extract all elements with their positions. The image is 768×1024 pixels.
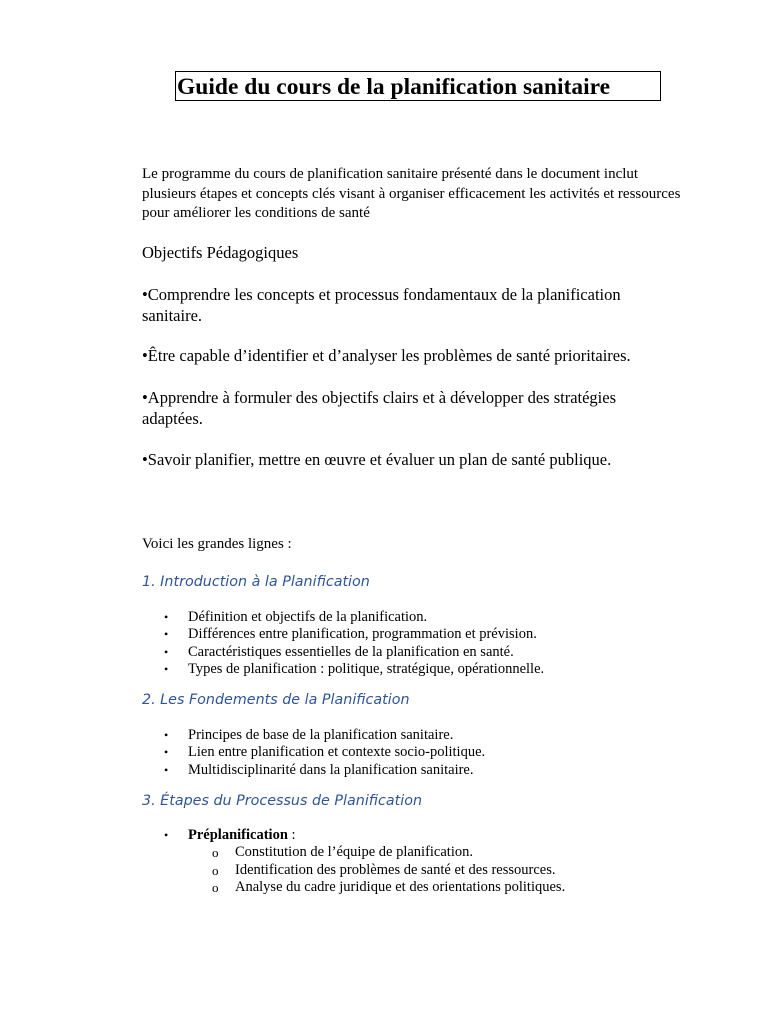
list-item bbox=[142, 727, 702, 744]
circle-bullet-icon: o bbox=[212, 862, 219, 878]
circle-bullet-icon: o bbox=[212, 845, 219, 861]
sub-list-item-text: Identification des problèmes de santé et des ressources. bbox=[235, 861, 556, 878]
list-item-suffix: : bbox=[287, 827, 296, 843]
section-1-list bbox=[142, 609, 702, 678]
objective-item: •Être capable d’identifier et d’analyser les problèmes de santé prioritaires. bbox=[142, 346, 631, 365]
section-2-list bbox=[142, 727, 702, 779]
list-item bbox=[142, 744, 702, 761]
list-item bbox=[142, 609, 702, 626]
sub-list-item-text: Constitution de l’équipe de planification. bbox=[235, 844, 473, 861]
sub-list-item bbox=[142, 862, 702, 879]
bullet-icon: • bbox=[164, 762, 169, 777]
list-item-text: Principes de base de la planification sanitaire. bbox=[188, 727, 454, 743]
sub-list-item-text: Analyse du cadre juridique et des orientations politiques. bbox=[235, 878, 566, 895]
sub-list bbox=[188, 844, 702, 896]
list-item-text: Définition et objectifs de la planification. bbox=[188, 609, 428, 625]
lead-text: Voici les grandes lignes : bbox=[142, 536, 292, 552]
bullet-icon: • bbox=[164, 627, 169, 642]
objective-item: •Savoir planifier, mettre en œuvre et évaluer un plan de santé publique. bbox=[142, 450, 612, 469]
list-item bbox=[142, 762, 702, 779]
bullet-icon: • bbox=[164, 745, 169, 760]
bullet-icon: • bbox=[164, 728, 169, 742]
list-item-text: Lien entre planification et contexte socio-politique. bbox=[188, 744, 486, 761]
section-3-list bbox=[142, 827, 702, 896]
list-item-text: Multidisciplinarité dans la planification sanitaire. bbox=[188, 761, 474, 778]
bullet-icon: • bbox=[164, 661, 169, 676]
objective-item: •Apprendre à formuler des objectifs clairs et à développer des stratégies adaptées. bbox=[142, 388, 617, 428]
list-item-text: Types de planification : politique, stratégique, opérationnelle. bbox=[188, 660, 545, 677]
list-item-label: Préplanification bbox=[188, 827, 288, 843]
objective-item: •Comprendre les concepts et processus fondamentaux de la planification sanitaire. bbox=[142, 285, 621, 325]
objectives-heading: Objectifs Pédagogiques bbox=[142, 243, 299, 262]
list-item-text: Caractéristiques essentielles de la planification en santé. bbox=[188, 643, 514, 660]
section-heading-introduction: 1. Introduction à la Planification bbox=[142, 574, 370, 590]
bullet-icon: • bbox=[164, 828, 169, 842]
list-item bbox=[142, 644, 702, 661]
bullet-icon: • bbox=[164, 610, 169, 624]
list-item bbox=[142, 661, 702, 678]
intro-paragraph: Le programme du cours de planification sanitaire présenté dans le document inclut plusieurs étapes et concepts clés visant à organiser efficacement les activités et ressources pour améliorer les conditions de santé bbox=[142, 166, 681, 221]
list-item bbox=[142, 827, 702, 896]
section-heading-fondements: 2. Les Fondements de la Planification bbox=[142, 692, 410, 708]
circle-bullet-icon: o bbox=[212, 879, 219, 895]
list-item-text: Différences entre planification, programmation et prévision. bbox=[188, 626, 537, 643]
list-item bbox=[142, 626, 702, 643]
bullet-icon: • bbox=[164, 644, 169, 659]
section-heading-etapes: 3. Étapes du Processus de Planification bbox=[142, 793, 423, 809]
document-title: Guide du cours de la planification sanitaire bbox=[175, 71, 661, 101]
sub-list-item bbox=[142, 879, 702, 896]
sub-list-item bbox=[142, 844, 702, 861]
